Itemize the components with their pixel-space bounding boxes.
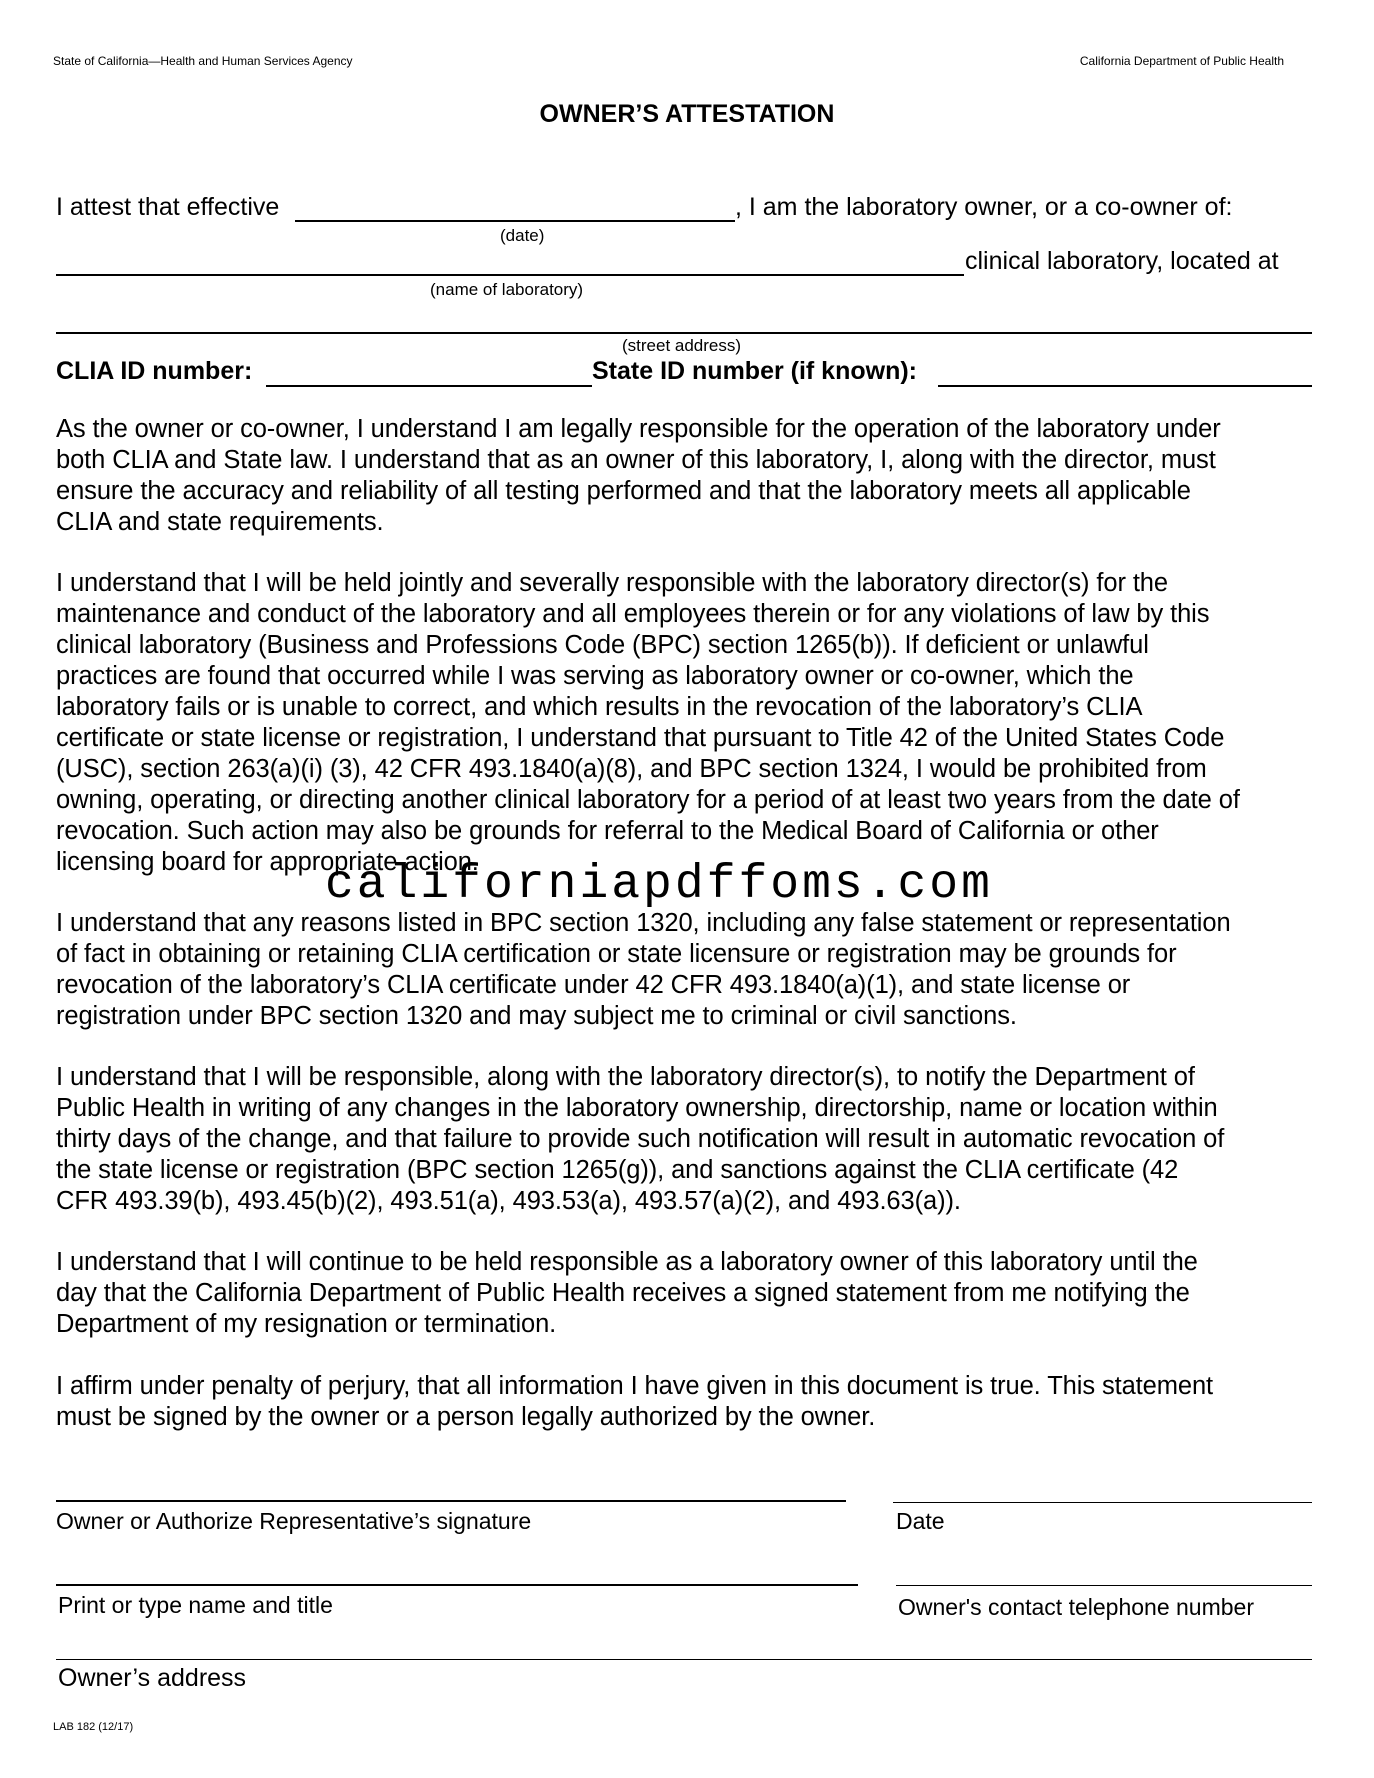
- paragraph-line: I understand that any reasons listed in BPC section 1320, including any false statement or representation: [56, 909, 1231, 937]
- paragraph-line: thirty days of the change, and that failure to provide such notification will result in automatic revocation of: [56, 1125, 1225, 1153]
- attest-prefix: I attest that effective: [56, 193, 280, 221]
- paragraph-continued-responsibility: [56, 1247, 1326, 1340]
- paragraph-line: CLIA and state requirements.: [56, 508, 384, 536]
- paragraph-line: clinical laboratory (Business and Professions Code (BPC) section 1265(b)). If deficient or unlawful: [56, 631, 1149, 659]
- paragraph-line: CFR 493.39(b), 493.45(b)(2), 493.51(a), 493.53(a), 493.57(a)(2), and 493.63(a)).: [56, 1187, 961, 1215]
- owner-address-field[interactable]: [56, 1659, 1312, 1660]
- paragraph-line: I understand that I will continue to be held responsible as a laboratory owner of this laboratory until the: [56, 1248, 1198, 1276]
- paragraph-affirmation: [56, 1371, 1326, 1433]
- paragraph-line: day that the California Department of Public Health receives a signed statement from me notifying the: [56, 1279, 1190, 1307]
- paragraph-line: must be signed by the owner or a person legally authorized by the owner.: [56, 1403, 876, 1431]
- paragraph-line: revocation of the laboratory’s CLIA certificate under 42 CFR 493.1840(a)(1), and state license or: [56, 971, 1131, 999]
- paragraph-line: registration under BPC section 1320 and may subject me to criminal or civil sanctions.: [56, 1002, 1017, 1030]
- laboratory-name-field[interactable]: [56, 274, 964, 276]
- state-id-field[interactable]: [938, 385, 1312, 387]
- paragraph-line: (USC), section 263(a)(i) (3), 42 CFR 493.1840(a)(8), and BPC section 1324, I would be prohibited from: [56, 755, 1207, 783]
- paragraph-line: I understand that I will be responsible, along with the laboratory director(s), to notify the Department of: [56, 1063, 1195, 1091]
- signature-label: Owner or Authorize Representative’s signature: [56, 1508, 532, 1534]
- signature-field[interactable]: [56, 1500, 846, 1502]
- street-address-field[interactable]: [56, 332, 1312, 334]
- effective-date-field[interactable]: [295, 220, 735, 222]
- page-title: OWNER’S ATTESTATION: [539, 100, 835, 128]
- name-title-field[interactable]: [56, 1584, 858, 1586]
- paragraph-line: Public Health in writing of any changes in the laboratory ownership, directorship, name or location within: [56, 1094, 1218, 1122]
- paragraph-notification: [56, 1062, 1326, 1217]
- clinical-lab-located-label: clinical laboratory, located at: [965, 247, 1279, 275]
- lab-name-caption: (name of laboratory): [430, 280, 584, 299]
- name-title-label: Print or type name and title: [58, 1592, 333, 1618]
- department-header: California Department of Public Health: [1079, 54, 1284, 68]
- paragraph-line: I understand that I will be held jointly and severally responsible with the laboratory director(s) for the: [56, 569, 1168, 597]
- paragraph-line: revocation. Such action may also be grounds for referral to the Medical Board of California or other: [56, 817, 1159, 845]
- date-caption: (date): [500, 226, 545, 245]
- paragraph-line: maintenance and conduct of the laboratory and all employees therein or for any violations of law by this: [56, 600, 1210, 628]
- phone-field[interactable]: [896, 1585, 1312, 1586]
- paragraph-line: laboratory fails or is unable to correct, and which results in the revocation of the laboratory’s CLIA: [56, 693, 1143, 721]
- owner-address-label: Owner’s address: [58, 1664, 247, 1692]
- paragraph-line: certificate or state license or registration, I understand that pursuant to Title 42 of the United States Code: [56, 724, 1225, 752]
- paragraph-line: As the owner or co-owner, I understand I am legally responsible for the operation of the laboratory under: [56, 415, 1221, 443]
- attest-suffix: , I am the laboratory owner, or a co-owner of:: [735, 193, 1233, 221]
- paragraph-joint-responsibility: [56, 568, 1326, 878]
- agency-header: State of California—Health and Human Services Agency: [53, 54, 353, 68]
- paragraph-line: licensing board for appropriate action.: [56, 848, 479, 876]
- paragraph-line: I affirm under penalty of perjury, that all information I have given in this document is true. This statement: [56, 1372, 1214, 1400]
- phone-label: Owner's contact telephone number: [898, 1594, 1254, 1620]
- paragraph-line: practices are found that occurred while I was serving as laboratory owner or co-owner, which the: [56, 662, 1134, 690]
- street-address-caption: (street address): [622, 336, 742, 355]
- signature-date-field[interactable]: [893, 1502, 1312, 1503]
- watermark-text: californiapdffoms.com: [325, 858, 993, 912]
- paragraph-bpc-1320: [56, 908, 1326, 1032]
- clia-id-label: CLIA ID number:: [56, 357, 253, 385]
- paragraph-line: both CLIA and State law. I understand that as an owner of this laboratory, I, along with the director, must: [56, 446, 1216, 474]
- state-id-label: State ID number (if known):: [592, 357, 917, 385]
- paragraph-line: owning, operating, or directing another clinical laboratory for a period of at least two years from the date of: [56, 786, 1240, 814]
- form-number: LAB 182 (12/17): [53, 1721, 134, 1733]
- paragraph-line: of fact in obtaining or retaining CLIA certification or state licensure or registration may be grounds for: [56, 940, 1177, 968]
- paragraph-line: ensure the accuracy and reliability of all testing performed and that the laboratory meets all applicable: [56, 477, 1191, 505]
- signature-date-label: Date: [896, 1508, 945, 1534]
- paragraph-line: the state license or registration (BPC section 1265(g)), and sanctions against the CLIA certificate (42: [56, 1156, 1179, 1184]
- paragraph-legal-responsibility: [56, 414, 1326, 538]
- clia-id-field[interactable]: [266, 385, 592, 387]
- paragraph-line: Department of my resignation or termination.: [56, 1310, 557, 1338]
